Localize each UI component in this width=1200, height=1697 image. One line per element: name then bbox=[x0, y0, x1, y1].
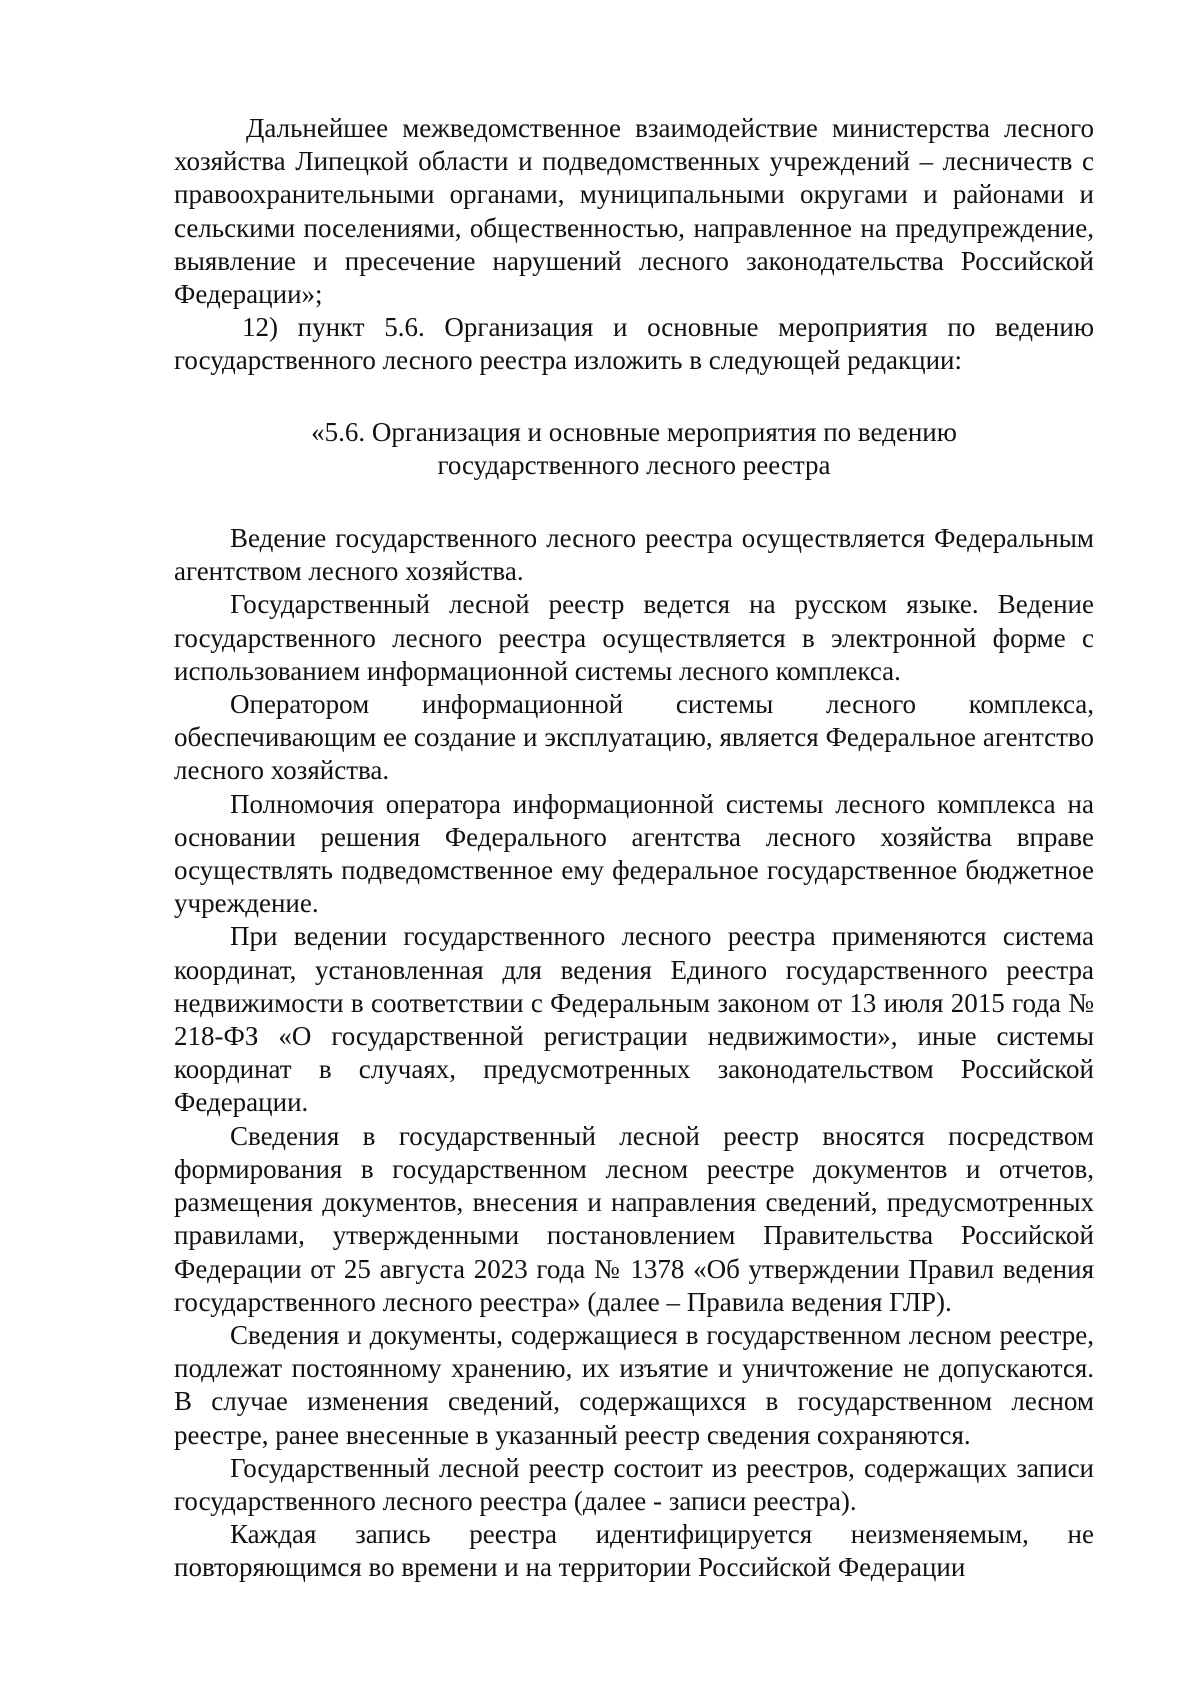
paragraph: Ведение государственного лесного реестра осуществляется Федеральным агентством лесного хозяйства. bbox=[174, 523, 1094, 587]
paragraph: Сведения в государственный лесной реестр вносятся посредством формирования в государственном лесном реестре документов и отчетов, размещения документов, внесения и направления сведений, предусмотренных правилами, утвержденными постановлением Правительства Российской Федерации от 25 августа 2023 года № 1378 «Об утверждении Правил ведения государственного лесного реестра» (далее – Правила ведения ГЛР). bbox=[174, 1120, 1094, 1317]
paragraph: Каждая запись реестра идентифицируется неизменяемым, не повторяющимся во времени и на территории Российской Федерации bbox=[174, 1519, 1094, 1583]
paragraph: Государственный лесной реестр ведется на русском языке. Ведение государственного лесного реестра осуществляется в электронной форме с использованием информационной системы лесного комплекса. bbox=[174, 589, 1094, 686]
document-page bbox=[174, 112, 1094, 1585]
section-heading bbox=[174, 416, 1094, 482]
paragraph: Государственный лесной реестр состоит из реестров, содержащих записи государственного лесного реестра (далее - записи реестра). bbox=[174, 1452, 1094, 1516]
paragraph: Полномочия оператора информационной системы лесного комплекса на основании решения Федерального агентства лесного хозяйства вправе осуществлять подведомственное ему федеральное государственное бюджетное учреждение. bbox=[174, 788, 1094, 919]
paragraph: Оператором информационной системы лесного комплекса, обеспечивающим ее создание и эксплуатацию, является Федеральное агентство лесного хозяйства. bbox=[174, 689, 1094, 786]
paragraph: При ведении государственного лесного реестра применяются система координат, установленная для ведения Единого государственного реестра недвижимости в соответствии с Федеральным законом от 13 июля 2015 года № 218-ФЗ «О государственной регистрации недвижимости», иные системы координат в случаях, предусмотренных законодательством Российской Федерации. bbox=[174, 921, 1094, 1118]
paragraph-item-12: 12) пункт 5.6. Организация и основные мероприятия по ведению государственного лесного реестра изложить в следующей редакции: bbox=[174, 312, 1094, 376]
paragraph-interaction: Дальнейшее межведомственное взаимодействие министерства лесного хозяйства Липецкой области и подведомственных учреждений – лесничеств с правоохранительными органами, муниципальными округами и районами и сельскими поселениями, общественностью, направленное на предупреждение, выявление и пресечение нарушений лесного законодательства Российской Федерации»; bbox=[174, 113, 1094, 310]
section-heading-line-1: «5.6. Организация и основные мероприятия по ведению bbox=[311, 416, 957, 447]
paragraph: Сведения и документы, содержащиеся в государственном лесном реестре, подлежат постоянному хранению, их изъятие и уничтожение не допускаются. В случае изменения сведений, содержащихся в государственном лесном реестре, ранее внесенные в указанный реестр сведения сохраняются. bbox=[174, 1319, 1094, 1450]
section-heading-line-2: государственного лесного реестра bbox=[437, 449, 831, 480]
